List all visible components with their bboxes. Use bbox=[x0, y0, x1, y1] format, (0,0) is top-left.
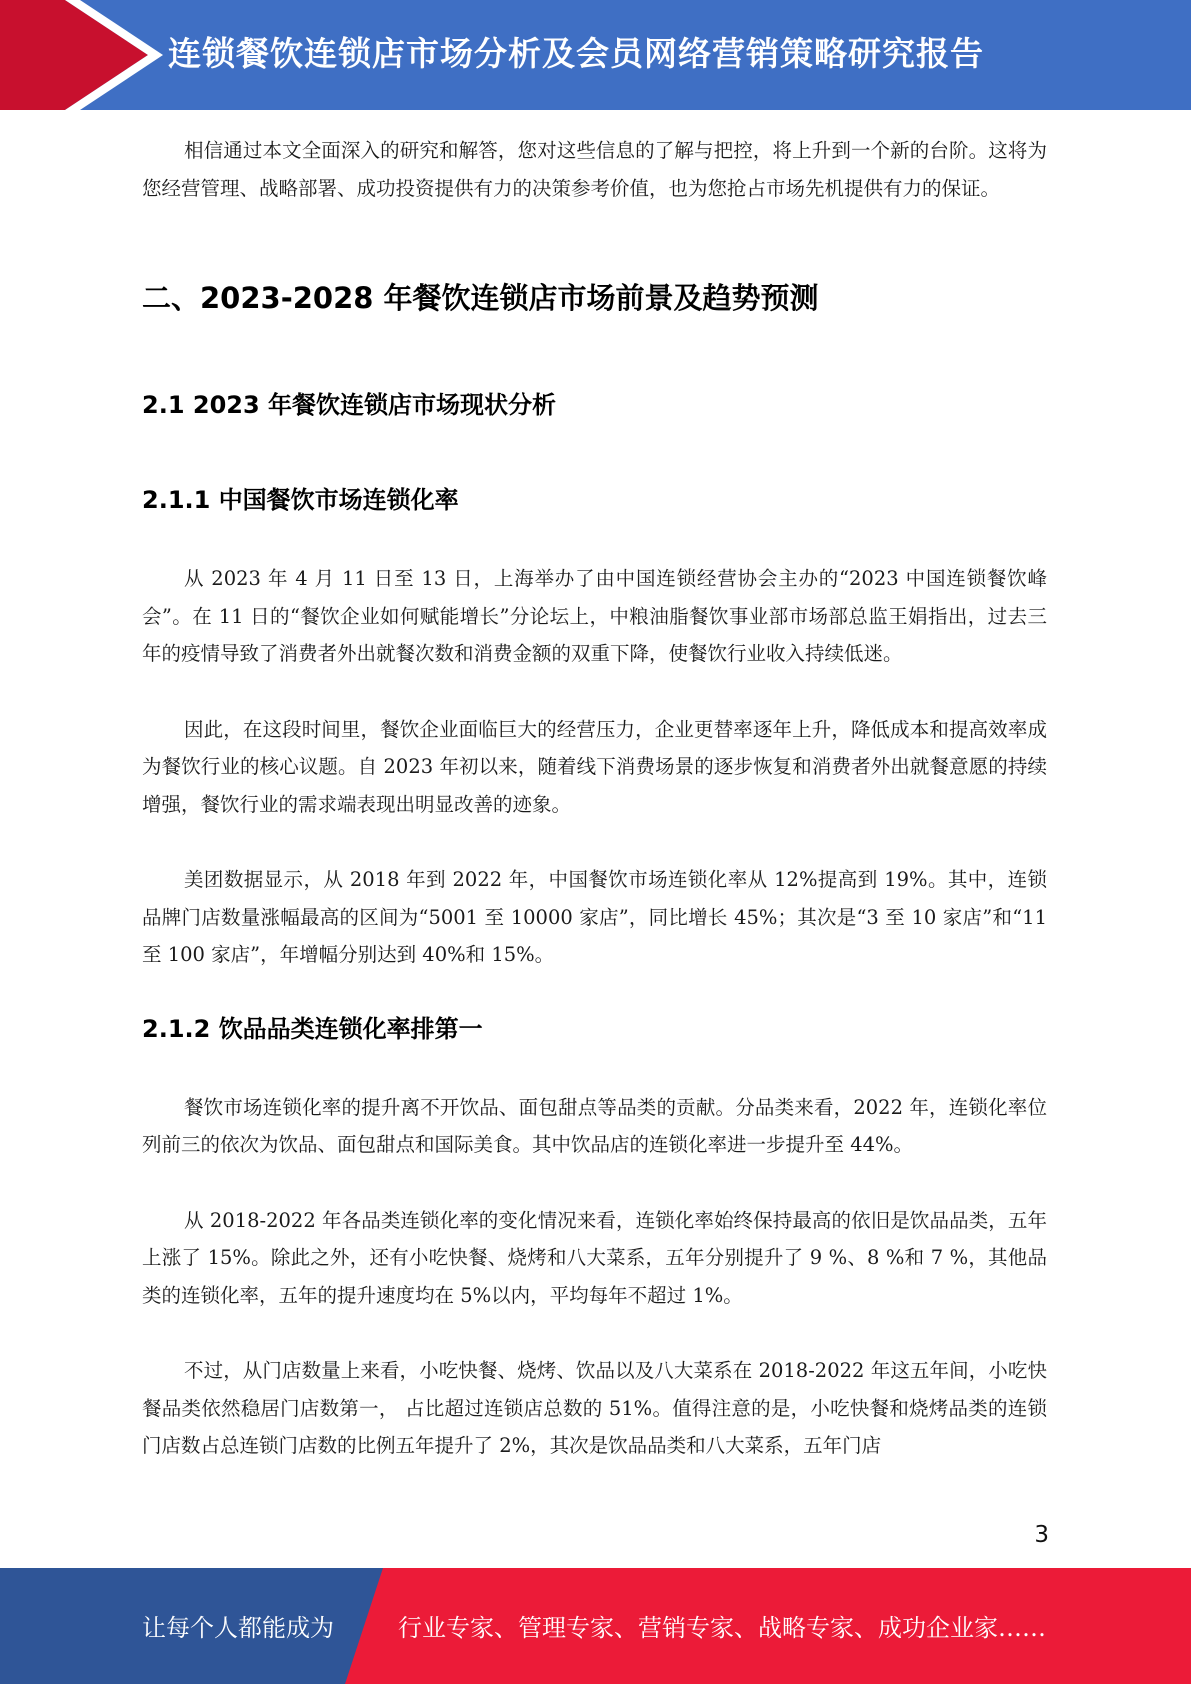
paragraph: 因此，在这段时间里，餐饮企业面临巨大的经营压力，企业更替率逐年上升，降低成本和提高效率成为餐饮行业的核心议题。自 2023 年初以来，随着线下消费场景的逐步恢复和消费者外出就餐意愿的持续增强，餐饮行业的需求端表现出明显改善的迹象。 bbox=[142, 717, 1047, 816]
footer-slogan-left: 让每个人都能成为 bbox=[142, 1614, 334, 1642]
subsection-heading: 2.1 2023 年餐饮连锁店市场现状分析 bbox=[142, 391, 557, 419]
paragraph: 从 2018-2022 年各品类连锁化率的变化情况来看，连锁化率始终保持最高的依旧是饮品品类，五年上涨了 15%。除此之外，还有小吃快餐、烧烤和八大菜系，五年分别提升了 9 %、8 %和 7 %，其他品类的连锁化率，五年的提升速度均在 5%以内，平均每年不超过 1%。 bbox=[142, 1208, 1047, 1307]
paragraph: 从 2023 年 4 月 11 日至 13 日，上海举办了由中国连锁经营协会主办的“2023 中国连锁餐饮峰会”。在 11 日的“餐饮企业如何赋能增长”分论坛上，中粮油脂餐饮事业部市场部总监王娟指出，过去三年的疫情导致了消费者外出就餐次数和消费金额的双重下降，使餐饮行业收入持续低迷。 bbox=[142, 567, 1047, 665]
report-title: 连锁餐饮连锁店市场分析及会员网络营销策略研究报告 bbox=[168, 34, 984, 73]
footer-slogan-right: 行业专家、管理专家、营销专家、战略专家、成功企业家…… bbox=[398, 1614, 1046, 1642]
paragraph: 餐饮市场连锁化率的提升离不开饮品、面包甜点等品类的贡献。分品类来看，2022 年，连锁化率位列前三的依次为饮品、面包甜点和国际美食。其中饮品店的连锁化率进一步提升至 44%。 bbox=[142, 1095, 1047, 1156]
paragraph: 不过，从门店数量上来看，小吃快餐、烧烤、饮品以及八大菜系在 2018-2022 年这五年间，小吃快餐品类依然稳居门店数第一， 占比超过连锁店总数的 51%。值得注意的是，小吃快餐和烧烤品类的连锁门店数占总连锁门店数的比例五年提升了 2%，其次是饮品品类和八大菜系，五年门店 bbox=[142, 1359, 1047, 1457]
page-header bbox=[0, 0, 1191, 110]
page-content bbox=[142, 132, 1047, 1465]
paragraph: 美团数据显示，从 2018 年到 2022 年，中国餐饮市场连锁化率从 12%提高到 19%。其中，连锁品牌门店数量涨幅最高的区间为“5001 至 10000 家店”，同比增长 45%；其次是“3 至 10 家店”和“11 至 100 家店”，年增幅分别达到 40%和 15%。 bbox=[142, 868, 1047, 966]
sub-subsection-heading-1: 2.1.1 中国餐饮市场连锁化率 bbox=[142, 486, 459, 514]
section-heading: 二、2023-2028 年餐饮连锁店市场前景及趋势预测 bbox=[142, 281, 819, 315]
page-footer bbox=[0, 1568, 1191, 1684]
intro-paragraph: 相信通过本文全面深入的研究和解答，您对这些信息的了解与把控，将上升到一个新的台阶。这将为您经营管理、战略部署、成功投资提供有力的决策参考价值，也为您抢占市场先机提供有力的保证。 bbox=[142, 139, 1047, 200]
sub-subsection-heading-2: 2.1.2 饮品品类连锁化率排第一 bbox=[142, 1014, 483, 1043]
page-number: 3 bbox=[1034, 1522, 1049, 1548]
